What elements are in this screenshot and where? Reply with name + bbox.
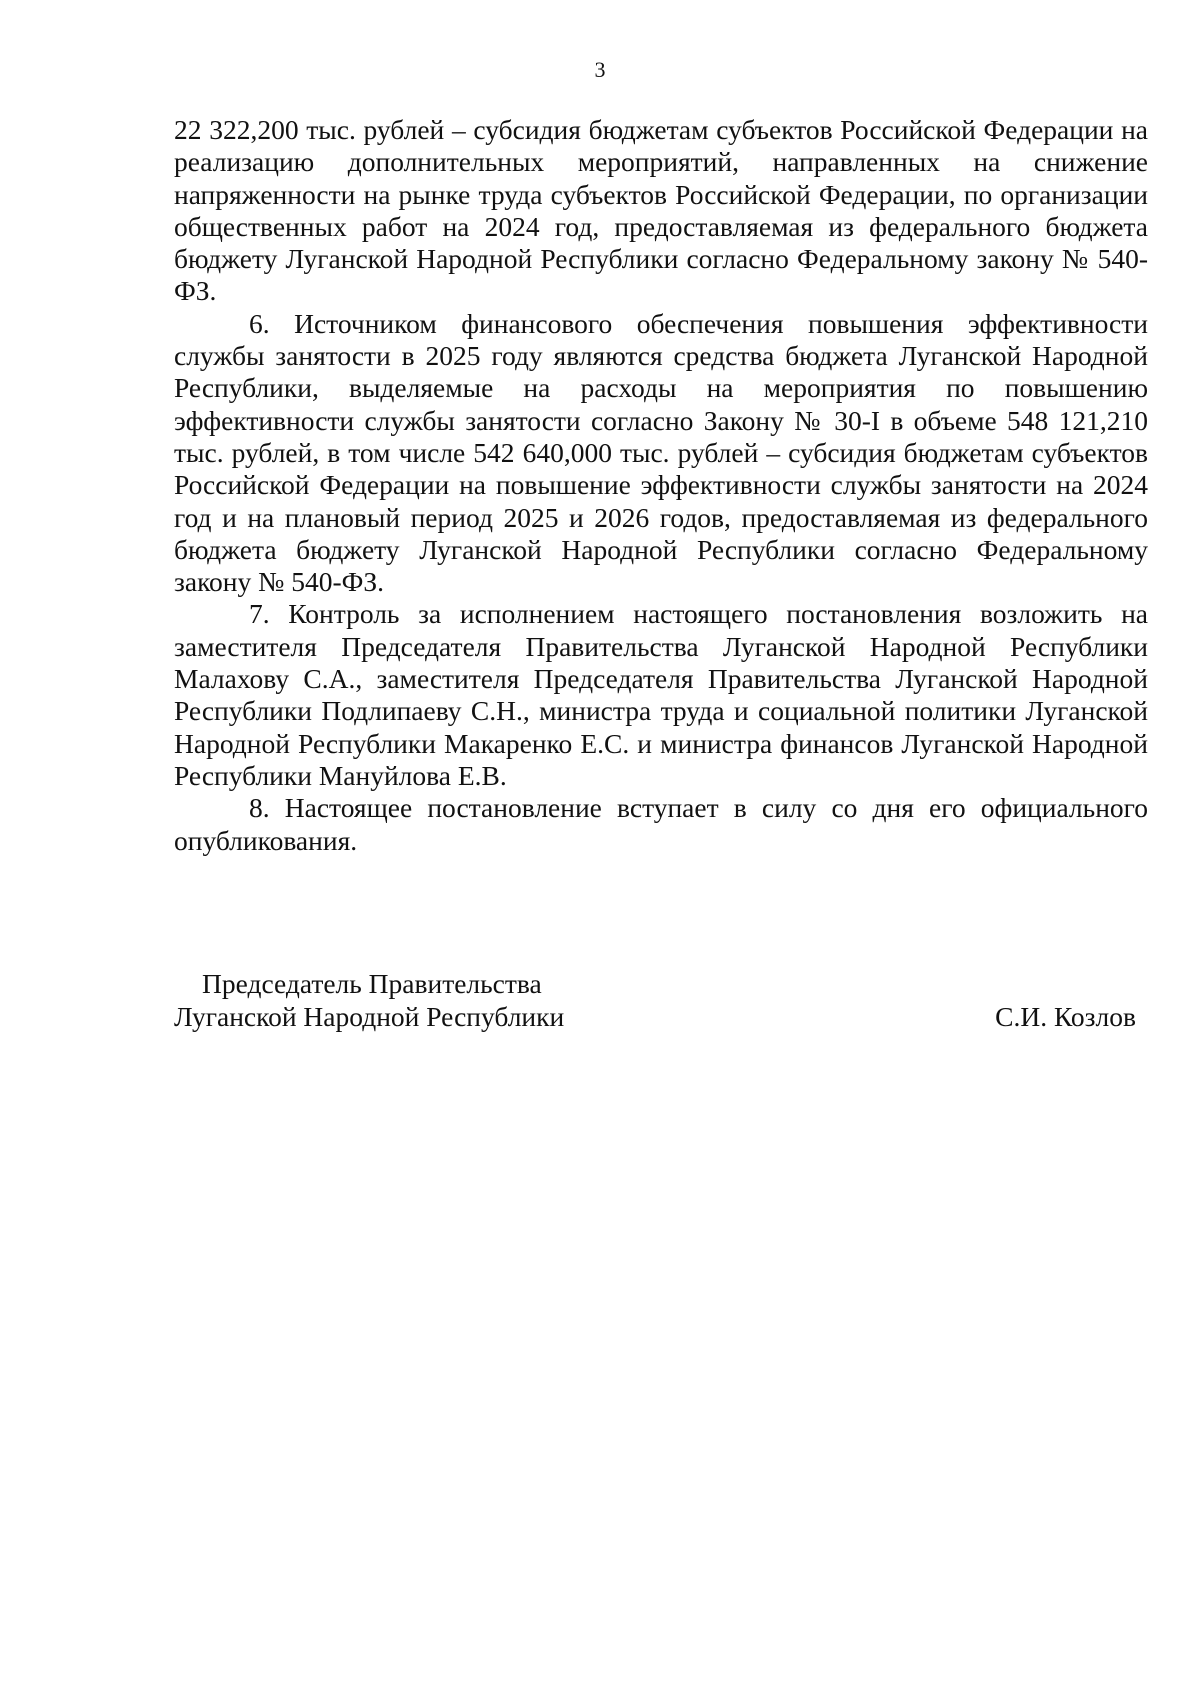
paragraph-subsidy-continuation: 22 322,200 тыс. рублей – субсидия бюджетам субъектов Российской Федерации на реализацию дополнительных мероприятий, направленных на снижение напряженности на рынке труда субъектов Российской Федерации, по организации общественных работ на 2024 год, предоставляемая из федерального бюджета бюджету Луганской Народной Республики согласно Федеральному закону № 540-ФЗ. xyxy=(174,114,1148,307)
signatory-title-line-1: Председатель Правительства xyxy=(202,968,542,999)
paragraph-6: 6. Источником финансового обеспечения повышения эффективности службы занятости в 2025 году являются средства бюджета Луганской Народной Республики, выделяемые на расходы на мероприятия по повышению эффективности службы занятости согласно Закону № 30-I в объеме 548 121,210 тыс. рублей, в том числе 542 640,000 тыс. рублей – субсидия бюджетам субъектов Российской Федерации на повышение эффективности службы занятости на 2024 год и на плановый период 2025 и 2026 годов, предоставляемая из федерального бюджета бюджету Луганской Народной Республики согласно Федеральному закону № 540-ФЗ. xyxy=(174,307,1148,598)
signatory-name: С.И. Козлов xyxy=(995,1001,1136,1032)
paragraph-7: 7. Контроль за исполнением настоящего постановления возложить на заместителя Председателя Правительства Луганской Народной Республики Малахову С.А., заместителя Председателя Правительства Луганской Народной Республики Подлипаеву С.Н., министра труда и социальной политики Луганской Народной Республики Макаренко Е.С. и министра финансов Луганской Народной Республики Мануйлова Е.В. xyxy=(174,598,1148,791)
paragraph-8: 8. Настоящее постановление вступает в силу со дня его официального опубликования. xyxy=(174,792,1148,856)
document-body xyxy=(174,114,1148,857)
signatory-title-line-2: Луганской Народной Республики xyxy=(174,1001,565,1032)
page-number: 3 xyxy=(594,57,606,82)
